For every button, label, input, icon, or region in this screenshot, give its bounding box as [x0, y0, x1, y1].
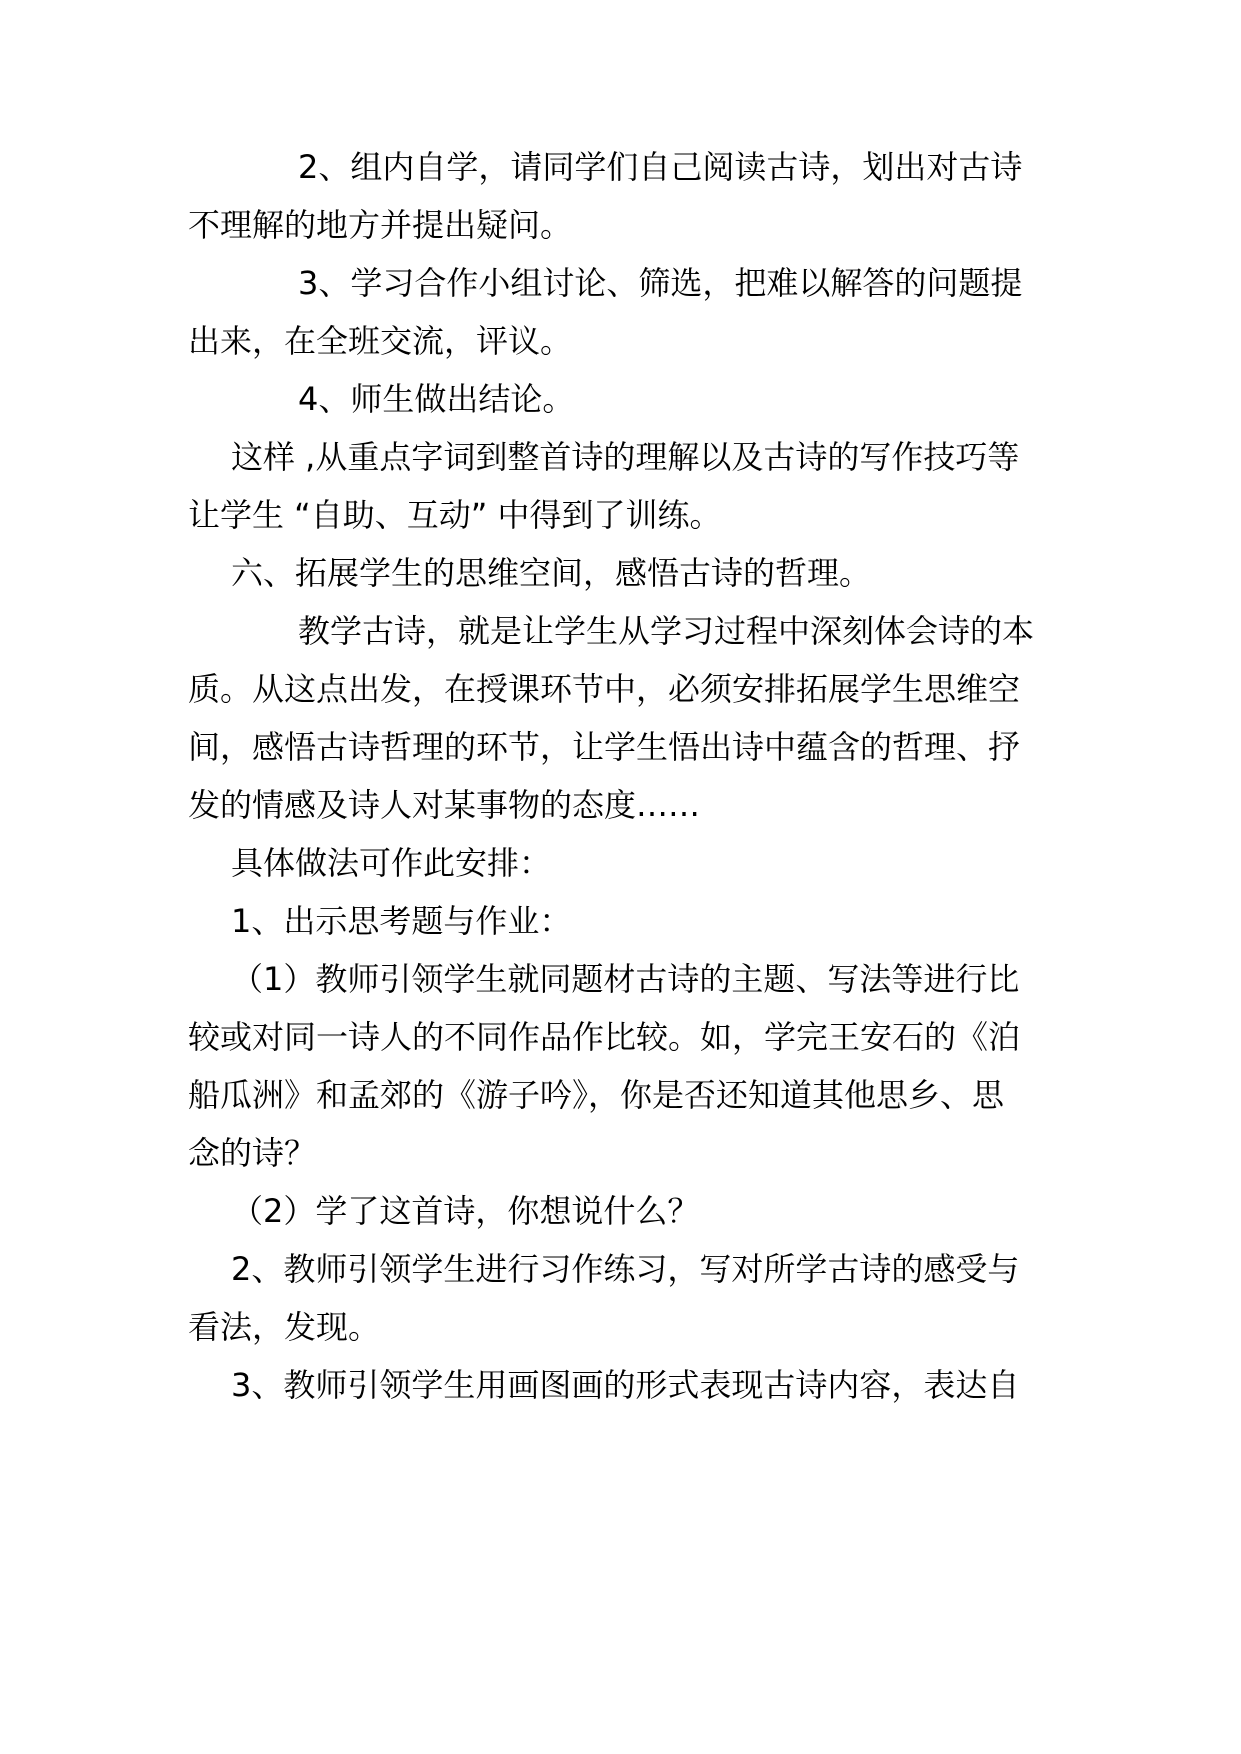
- paragraph-line: 具体做法可作此安排：: [231, 844, 552, 882]
- paragraph-line: 4、师生做出结论。: [298, 380, 575, 418]
- paragraph-line: 出来，在全班交流，评议。: [188, 322, 573, 360]
- paragraph-line: 较或对同一诗人的不同作品作比较。如，学完王安石的《泊: [188, 1018, 1021, 1056]
- paragraph-line: 发的情感及诗人对某事物的态度……: [188, 786, 701, 824]
- paragraph-line: 念的诗？: [188, 1134, 317, 1172]
- paragraph-line: 质。从这点出发，在授课环节中，必须安排拓展学生思维空: [188, 670, 1021, 708]
- section-heading: 六、拓展学生的思维空间，感悟古诗的哲理。: [231, 554, 872, 592]
- paragraph-line: 3、教师引领学生用画图画的形式表现古诗内容，表达自: [231, 1366, 1020, 1404]
- paragraph-line: 1、出示思考题与作业：: [231, 902, 572, 940]
- paragraph-line: 2、教师引领学生进行习作练习，写对所学古诗的感受与: [231, 1250, 1020, 1288]
- paragraph-line: 这样 ,从重点字词到整首诗的理解以及古诗的写作技巧等: [231, 438, 1020, 476]
- paragraph-line: 船瓜洲》和孟郊的《游子吟》，你是否还知道其他思乡、思: [188, 1076, 1005, 1114]
- paragraph-line: 3、学习合作小组讨论、筛选，把难以解答的问题提: [298, 264, 1023, 302]
- paragraph-line: 2、组内自学，请同学们自己阅读古诗，划出对古诗: [298, 148, 1023, 186]
- paragraph-line: 不理解的地方并提出疑问。: [188, 206, 573, 244]
- paragraph-line: 看法，发现。: [188, 1308, 381, 1346]
- paragraph-line: 让学生 “自助、互动” 中得到了训练。: [188, 496, 722, 534]
- paragraph-line: 间，感悟古诗哲理的环节，让学生悟出诗中蕴含的哲理、抒: [188, 728, 1021, 766]
- paragraph-line: （1）教师引领学生就同题材古诗的主题、写法等进行比: [231, 960, 1020, 998]
- paragraph-line: （2）学了这首诗，你想说什么？: [231, 1192, 700, 1230]
- paragraph-line: 教学古诗，就是让学生从学习过程中深刻体会诗的本: [298, 612, 1035, 650]
